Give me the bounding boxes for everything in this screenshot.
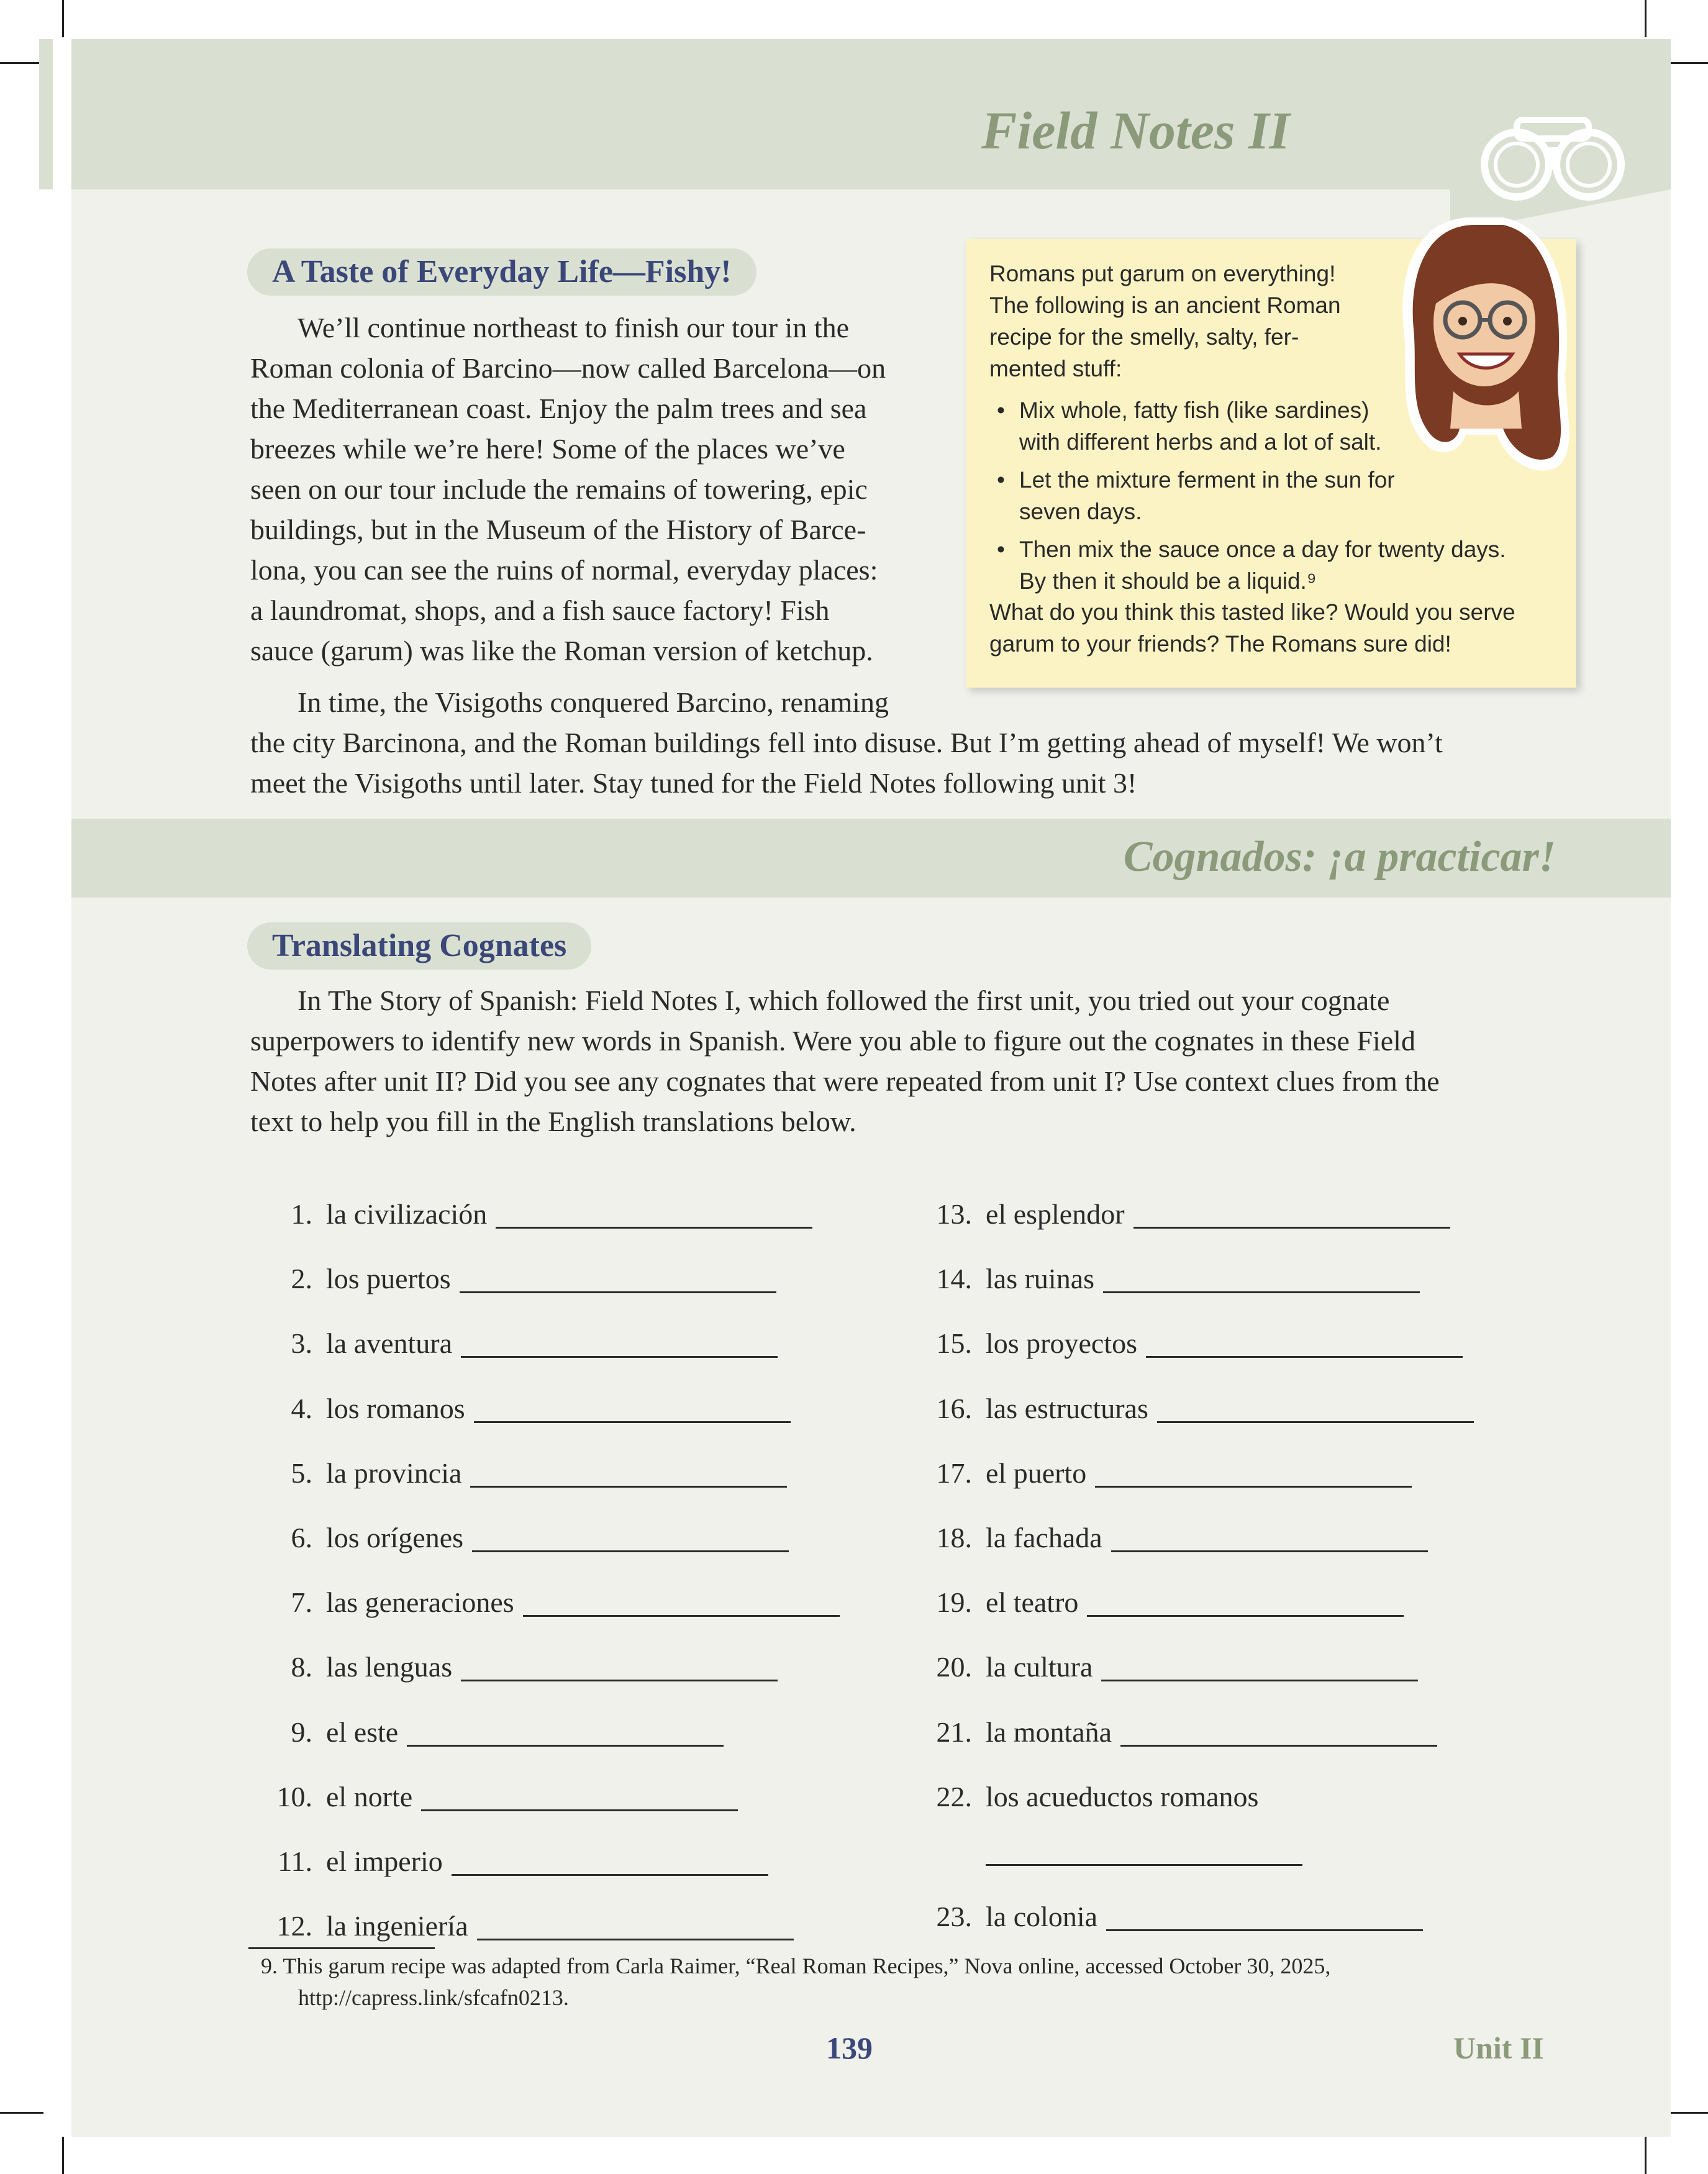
answer-blank[interactable] <box>523 1615 840 1617</box>
exercise-number: 15. <box>936 1327 972 1360</box>
answer-blank[interactable] <box>1087 1615 1404 1617</box>
answer-blank[interactable] <box>496 1227 812 1229</box>
callout-line: Romans put garum on everything! <box>989 261 1336 286</box>
text-line: sauce (garum) was like the Roman version of ketchup. <box>250 635 873 666</box>
answer-blank[interactable] <box>1106 1929 1423 1931</box>
exercise-word: el puerto <box>986 1457 1087 1489</box>
callout-closing <box>989 596 1555 660</box>
exercise-number: 10. <box>276 1780 312 1812</box>
text-line: the city Barcinona, and the Roman buildings fell into disuse. But I’m getting ahead of myself! We won’t <box>250 727 1443 758</box>
exercise-word: la aventura <box>326 1327 453 1360</box>
answer-blank[interactable] <box>472 1550 789 1552</box>
exercise-word: la provincia <box>326 1457 462 1489</box>
section2-paragraph <box>250 980 1617 1142</box>
answer-blank[interactable] <box>461 1356 778 1358</box>
answer-blank[interactable] <box>1157 1421 1474 1423</box>
answer-blank[interactable] <box>1101 1680 1418 1681</box>
exercise-word: los romanos <box>326 1392 465 1424</box>
exercise-word: la fachada <box>986 1522 1102 1553</box>
footnote-rule <box>248 1947 435 1949</box>
text-line: seen on our tour include the remains of towering, epic <box>250 473 868 505</box>
text-line: breezes while we’re here! Some of the places we’ve <box>250 433 845 465</box>
page-number: 139 <box>826 2031 873 2065</box>
section-band-title: Cognados: ¡a practicar! <box>1123 833 1556 881</box>
text-line: buildings, but in the Museum of the History of Barce- <box>250 514 866 545</box>
text-line: meet the Visigoths until later. Stay tuned for the Field Notes following unit 3! <box>250 767 1137 799</box>
exercise-word: los acueductos romanos <box>986 1780 1259 1812</box>
crop-mark <box>62 0 64 37</box>
crop-mark <box>1665 2112 1708 2114</box>
answer-blank[interactable] <box>474 1421 791 1423</box>
footnote-line: 9. This garum recipe was adapted from Carla Raimer, “Real Roman Recipes,” Nova online, accessed October 30, 2025, <box>261 1953 1331 1978</box>
exercise-number: 20. <box>936 1651 972 1683</box>
exercise-word: las estructuras <box>986 1392 1148 1424</box>
exercise-word: la colonia <box>986 1900 1098 1932</box>
page-title: Field Notes II <box>981 101 1290 160</box>
exercise-word: el esplendor <box>986 1198 1125 1230</box>
exercise-word: los puertos <box>326 1263 451 1295</box>
answer-blank[interactable] <box>986 1864 1302 1866</box>
answer-blank[interactable] <box>1133 1227 1450 1229</box>
callout-line: recipe for the smelly, salty, fer- <box>989 324 1299 350</box>
exercise-word: las ruinas <box>986 1263 1095 1295</box>
recipe-step-line: • Mix whole, fatty fish (like sardines) <box>1019 398 1370 423</box>
recipe-step <box>989 534 1555 597</box>
answer-blank[interactable] <box>1120 1745 1437 1747</box>
text-line: We’ll continue northeast to finish our tour in the <box>298 312 849 343</box>
exercise-number: 12. <box>276 1910 312 1942</box>
exercise-word: las lenguas <box>326 1651 453 1683</box>
footnote <box>261 1950 1627 2014</box>
unit-label: Unit II <box>1453 2031 1544 2065</box>
answer-blank[interactable] <box>1146 1356 1463 1358</box>
section1-paragraph-2 <box>250 682 1617 803</box>
text-line: Roman colonia of Barcino—now called Barcelona—on <box>250 352 886 384</box>
text-line: In The Story of Spanish: Field Notes I, which followed the first unit, you tried out your cognate <box>298 985 1390 1016</box>
answer-blank[interactable] <box>477 1939 794 1940</box>
section1-paragraph <box>250 307 952 671</box>
text-line: lona, you can see the ruins of normal, everyday places: <box>250 554 878 586</box>
exercise-number: 19. <box>936 1586 972 1619</box>
exercise-word: el norte <box>326 1780 413 1812</box>
guide-portrait-illustration <box>1379 205 1584 500</box>
binoculars-icon <box>1478 109 1627 202</box>
exercise-number: 16. <box>936 1392 972 1424</box>
answer-blank[interactable] <box>452 1874 768 1876</box>
recipe-step-line: with different herbs and a lot of salt. <box>1019 429 1382 455</box>
text-line: superpowers to identify new words in Spanish. Were you able to figure out the cognates in these Field <box>250 1025 1415 1057</box>
exercise-number: 9. <box>291 1716 312 1748</box>
callout-line: mented stuff: <box>989 356 1122 381</box>
exercise-number: 13. <box>936 1198 972 1230</box>
crop-mark <box>0 62 43 64</box>
exercise-word: la ingeniería <box>326 1910 468 1942</box>
answer-blank[interactable] <box>460 1291 776 1293</box>
exercise-number: 11. <box>278 1845 312 1877</box>
crop-mark <box>62 2137 64 2174</box>
recipe-step-line: seven days. <box>1019 499 1142 524</box>
exercise-number: 23. <box>936 1900 972 1932</box>
exercise-word: los proyectos <box>986 1327 1138 1360</box>
callout-intro <box>989 258 1374 384</box>
exercise-number: 4. <box>291 1392 312 1424</box>
callout-line: What do you think this tasted like? Would you serve <box>989 599 1515 625</box>
exercise-word: la civilización <box>326 1198 488 1230</box>
section-heading-cognates <box>247 922 591 970</box>
answer-blank[interactable] <box>470 1486 787 1488</box>
crop-mark <box>0 2112 43 2114</box>
exercise-word: el imperio <box>326 1845 443 1877</box>
exercise-word: la montaña <box>986 1716 1112 1748</box>
header-band <box>71 39 1671 189</box>
section-heading-text: A Taste of Everyday Life—Fishy! <box>272 254 732 289</box>
recipe-step-line: By then it should be a liquid.⁹ <box>1019 568 1317 594</box>
text-line: In time, the Visigoths conquered Barcino, renaming <box>298 686 889 718</box>
exercise-number: 14. <box>936 1263 972 1295</box>
header-side-strip <box>39 39 53 189</box>
exercise-number: 1. <box>291 1198 312 1230</box>
recipe-step-line: • Then mix the sauce once a day for twenty days. <box>1019 537 1506 562</box>
callout-line: garum to your friends? The Romans sure did! <box>989 631 1451 657</box>
exercise-word: el este <box>326 1716 399 1748</box>
crop-mark <box>1645 0 1647 37</box>
exercise-number: 7. <box>291 1586 312 1619</box>
section-heading-text: Translating Cognates <box>272 928 567 963</box>
callout-line: The following is an ancient Roman <box>989 293 1341 318</box>
exercise-number: 8. <box>291 1651 312 1683</box>
text-line: text to help you fill in the English translations below. <box>250 1106 856 1137</box>
exercise-number: 22. <box>936 1780 972 1812</box>
exercise-word: el teatro <box>986 1586 1079 1619</box>
footnote-line: http://capress.link/sfcafn0213. <box>298 1985 569 2010</box>
answer-blank[interactable] <box>1103 1291 1420 1293</box>
exercise-number: 17. <box>936 1457 972 1489</box>
crop-mark <box>1665 62 1708 64</box>
text-line: a laundromat, shops, and a fish sauce factory! Fish <box>250 594 830 626</box>
recipe-step-line: • Let the mixture ferment in the sun for <box>1019 467 1395 493</box>
exercise-number: 5. <box>291 1457 312 1489</box>
exercise-word: los orígenes <box>326 1522 464 1553</box>
exercise-number: 3. <box>291 1327 312 1360</box>
answer-blank[interactable] <box>1111 1550 1428 1552</box>
text-line: the Mediterranean coast. Enjoy the palm trees and sea <box>250 393 867 424</box>
exercise-word: la cultura <box>986 1651 1093 1683</box>
text-line: Notes after unit II? Did you see any cognates that were repeated from unit I? Use context clues from the <box>250 1065 1440 1097</box>
exercise-word: las generaciones <box>326 1586 514 1619</box>
answer-blank[interactable] <box>1095 1486 1412 1488</box>
answer-blank[interactable] <box>407 1745 724 1747</box>
crop-mark <box>1645 2137 1647 2174</box>
exercise-number: 6. <box>291 1522 312 1553</box>
exercise-number: 2. <box>291 1263 312 1295</box>
section-heading-fishy <box>247 248 756 296</box>
answer-blank[interactable] <box>461 1680 778 1681</box>
exercise-number: 21. <box>936 1716 972 1748</box>
answer-blank[interactable] <box>421 1809 738 1811</box>
exercise-number: 18. <box>936 1522 972 1553</box>
